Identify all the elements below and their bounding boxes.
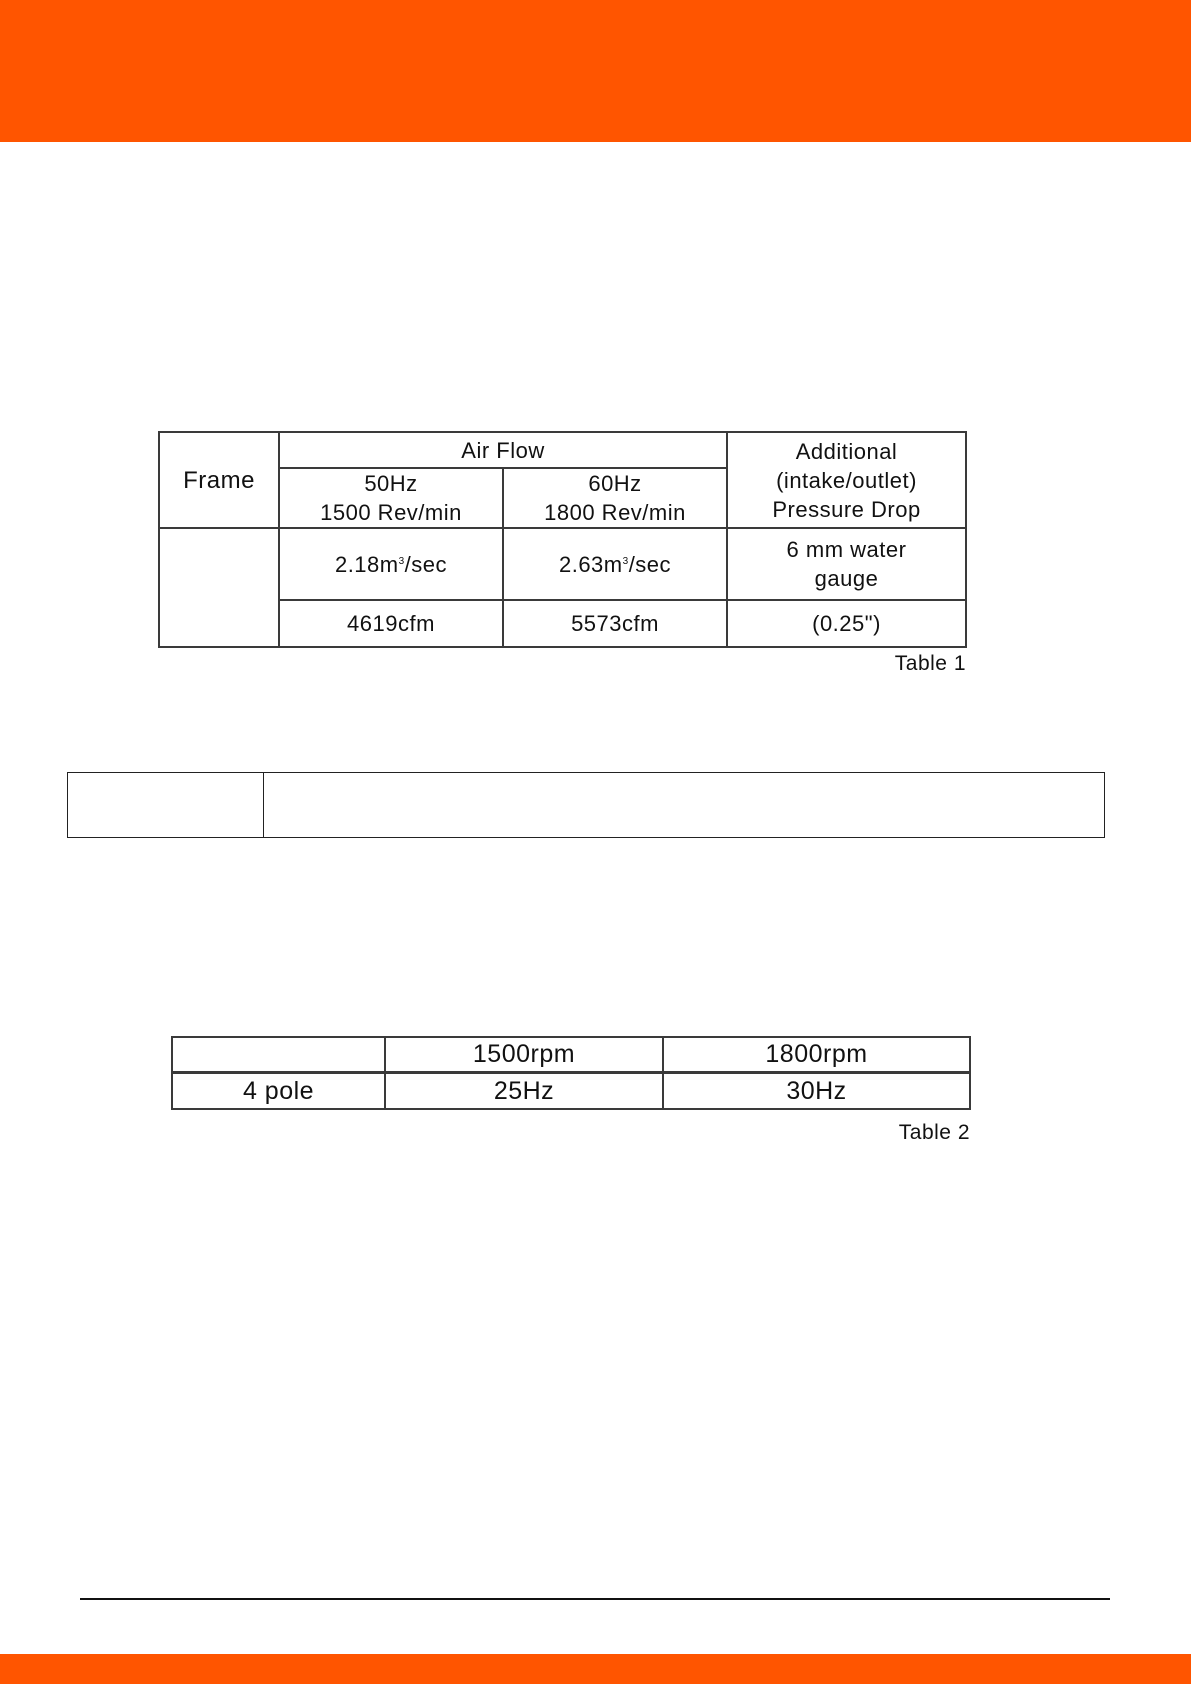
t2-row-label: 4 pole bbox=[172, 1072, 385, 1109]
flow-50hz-metric: $2.18m^3/\sec$ bbox=[279, 528, 503, 600]
note-box-right-cell bbox=[264, 773, 1105, 838]
pressure-metric-line: 6 mm water bbox=[786, 537, 907, 562]
pressure-header-line: Pressure Drop bbox=[772, 496, 921, 522]
pressure-header-line: Additional bbox=[795, 438, 898, 464]
col-60hz-header bbox=[503, 468, 727, 528]
col-50hz-speed: 1500 Rev/min bbox=[320, 500, 462, 525]
header-band bbox=[0, 0, 1191, 142]
flow-60hz-imperial: 5573cfm bbox=[503, 600, 727, 647]
footer-rule bbox=[80, 1598, 1110, 1600]
pressure-drop-imperial: (0.25") bbox=[727, 600, 966, 647]
table1-caption: Table 1 bbox=[894, 652, 966, 675]
pressure-metric-line: gauge bbox=[814, 566, 879, 591]
pressure-drop-metric bbox=[727, 528, 966, 600]
note-box-left-cell bbox=[68, 773, 264, 838]
pressure-drop-header bbox=[727, 432, 966, 528]
t2-cell-25hz: 25Hz bbox=[385, 1072, 663, 1109]
table2-caption: Table 2 bbox=[898, 1121, 970, 1144]
t2-header-1500rpm: 1500rpm bbox=[385, 1037, 663, 1072]
col-60hz-freq: 60Hz bbox=[588, 471, 642, 496]
airflow-table bbox=[158, 431, 967, 648]
frame-cell bbox=[159, 528, 279, 647]
t2-header-blank bbox=[172, 1037, 385, 1072]
col-50hz-header bbox=[279, 468, 503, 528]
col-50hz-freq: 50Hz bbox=[364, 471, 418, 496]
speed-frequency-table bbox=[171, 1036, 971, 1110]
pressure-header-line: (intake/outlet) bbox=[776, 467, 917, 493]
footer-band bbox=[0, 1654, 1191, 1684]
col-60hz-speed: 1800 Rev/min bbox=[544, 500, 686, 525]
empty-note-box bbox=[67, 772, 1105, 838]
flow-50hz-imperial: 4619cfm bbox=[279, 600, 503, 647]
t2-header-1800rpm: 1800rpm bbox=[663, 1037, 970, 1072]
frame-header: Frame bbox=[159, 432, 279, 528]
t2-cell-30hz: 30Hz bbox=[663, 1072, 970, 1109]
flow-60hz-metric: $2.63m^3/\sec$ bbox=[503, 528, 727, 600]
airflow-header: Air Flow bbox=[279, 432, 727, 468]
